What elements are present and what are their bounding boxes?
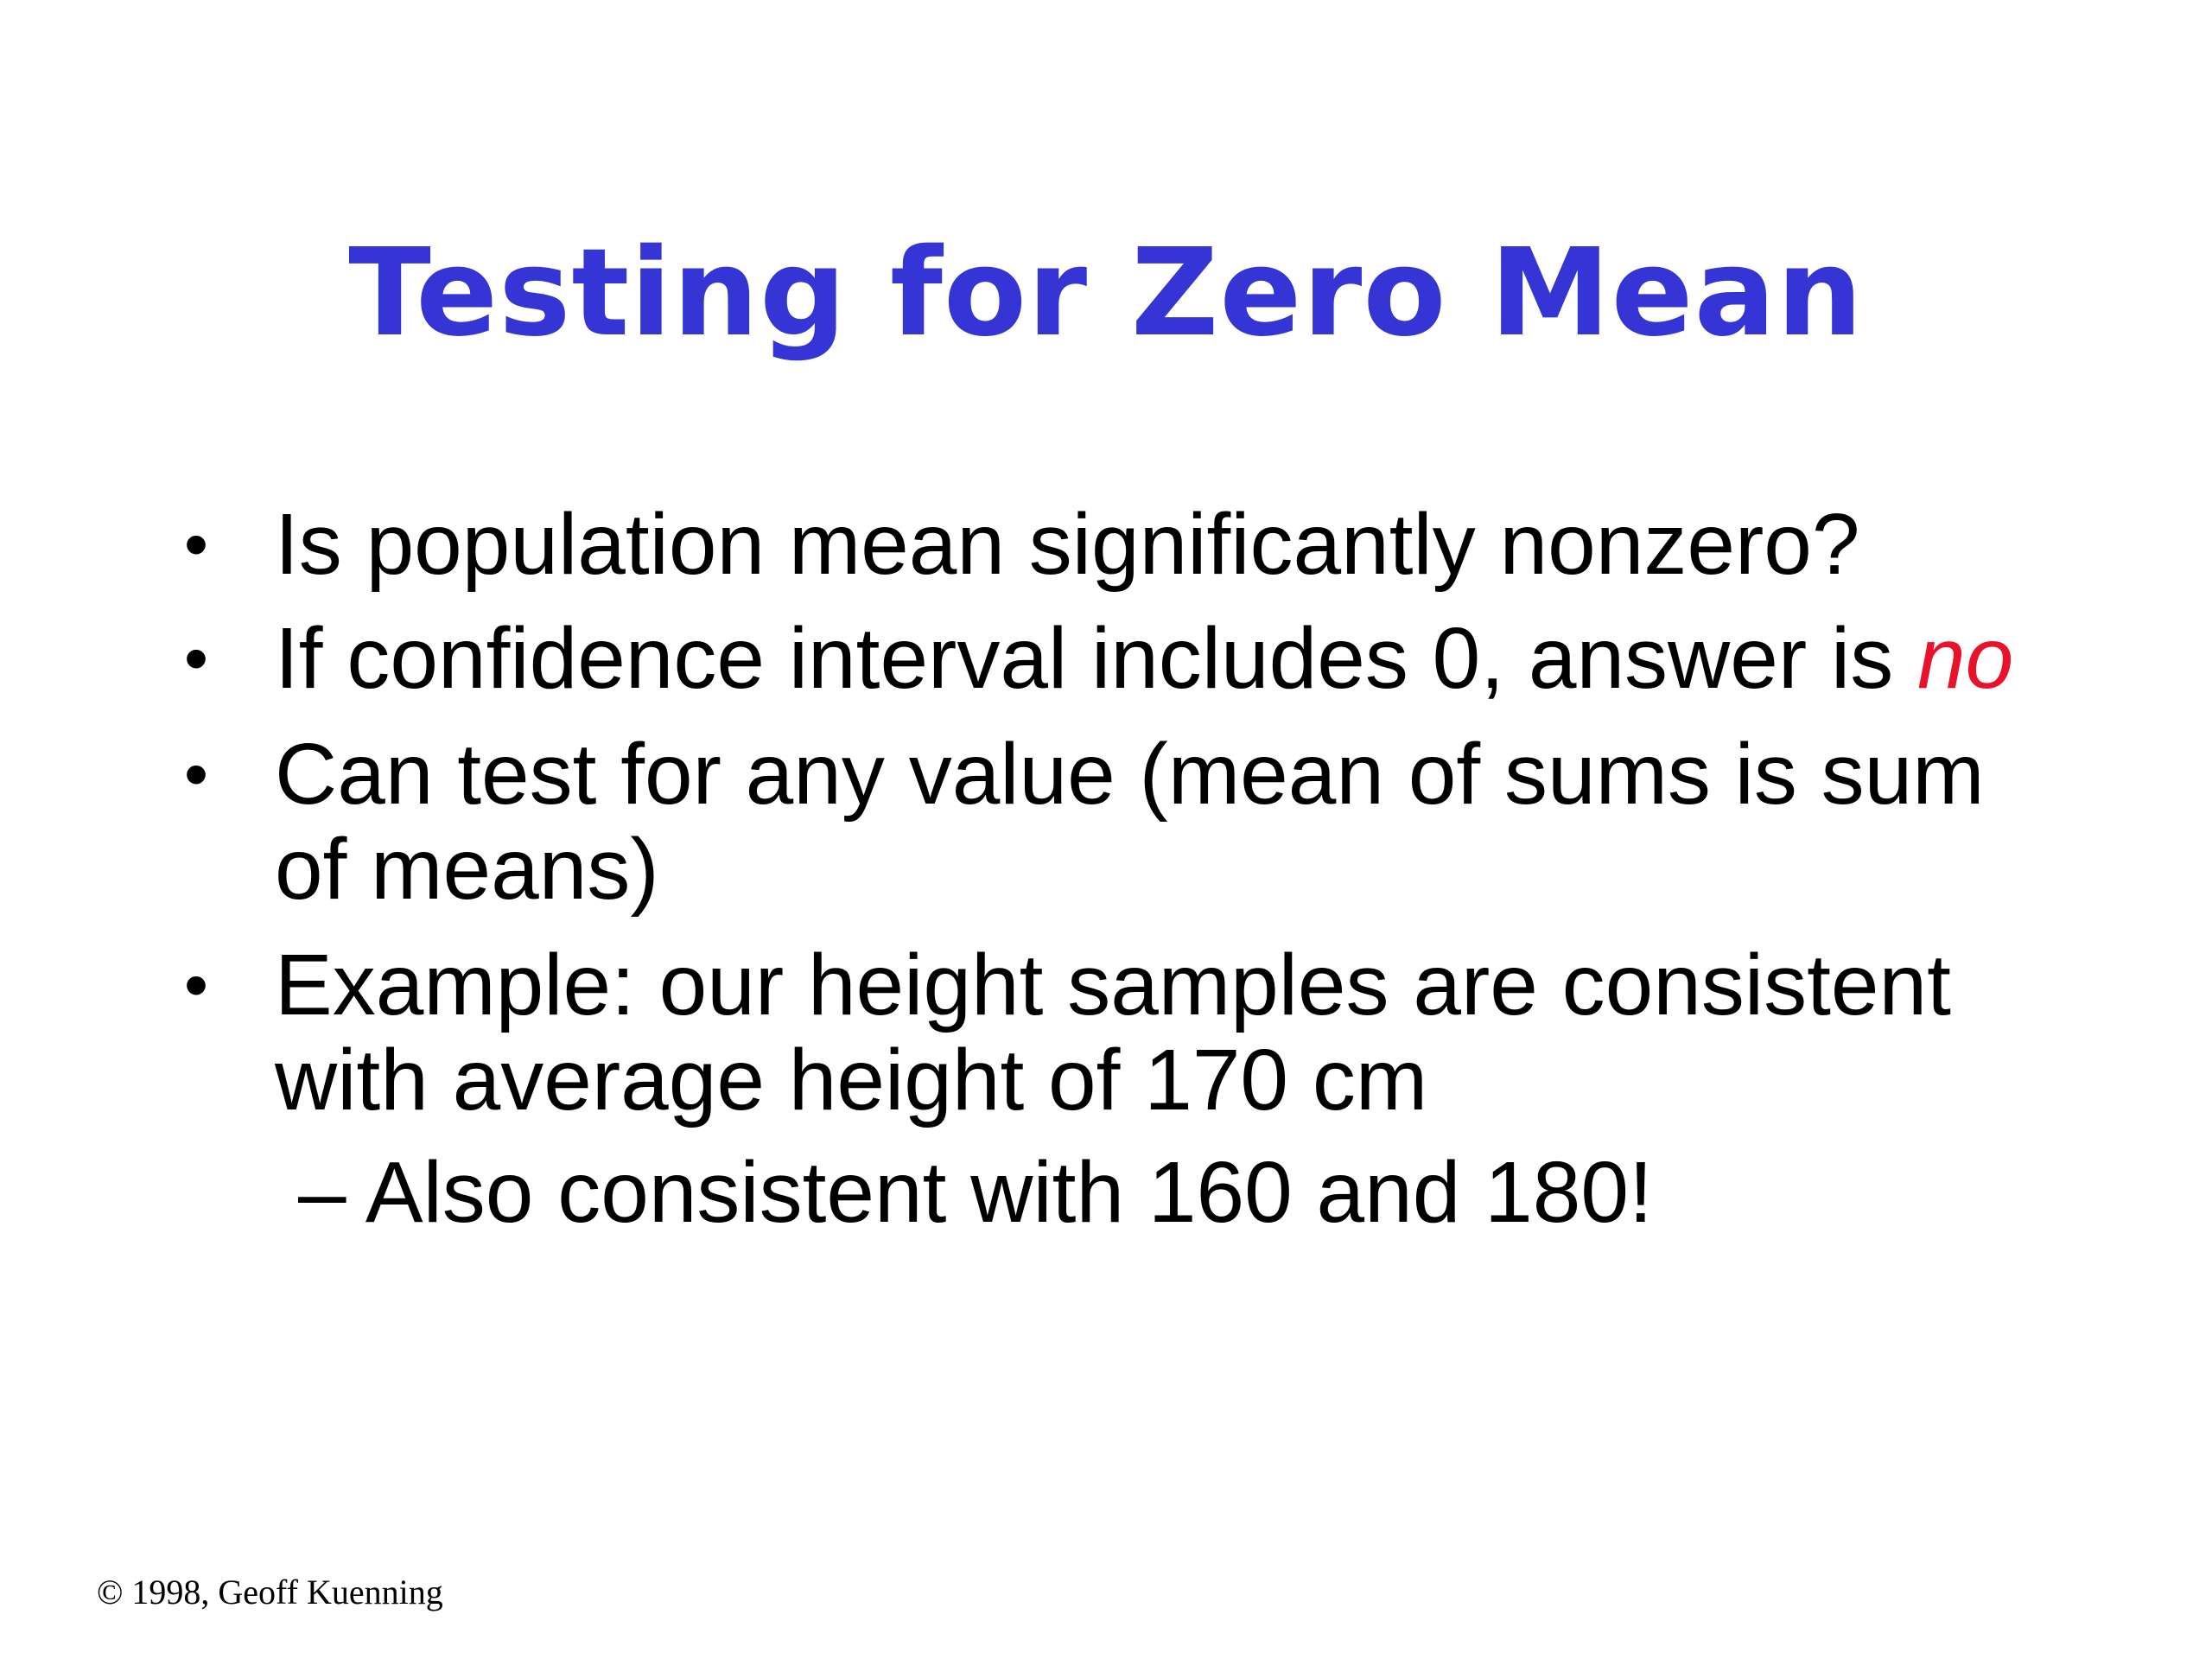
bullet-item-text: Can test for any value (mean of sums is sum of means) [275, 726, 1985, 918]
bullet-item-text: If confidence interval includes 0, answer is [275, 610, 1917, 707]
bullet-item-4 [275, 938, 2072, 1128]
copyright-footer: © 1998, Geoff Kuenning [97, 1573, 443, 1611]
bullet-item-text: Example: our height samples are consistent with average height of 170 cm [275, 937, 1951, 1128]
bullet-marker: • [184, 505, 209, 582]
bullet-marker: • [184, 620, 209, 696]
bullet-marker: • [184, 735, 209, 812]
bullet-marker: • [184, 946, 209, 1023]
sub-bullet-item [298, 1145, 2069, 1240]
slide-title: Testing for Zero Mean [348, 223, 1864, 364]
sub-bullet-marker: – [298, 1144, 346, 1241]
bullet-item-2 [275, 611, 2072, 706]
bullet-item-text: Is population mean significantly nonzero? [275, 496, 1860, 593]
bullet-item-3 [275, 727, 2072, 917]
sub-bullet-text: Also consistent with 160 and 180! [365, 1144, 1653, 1241]
bullet-item-1 [275, 497, 2072, 592]
emphasis-word: no [1916, 610, 2014, 707]
